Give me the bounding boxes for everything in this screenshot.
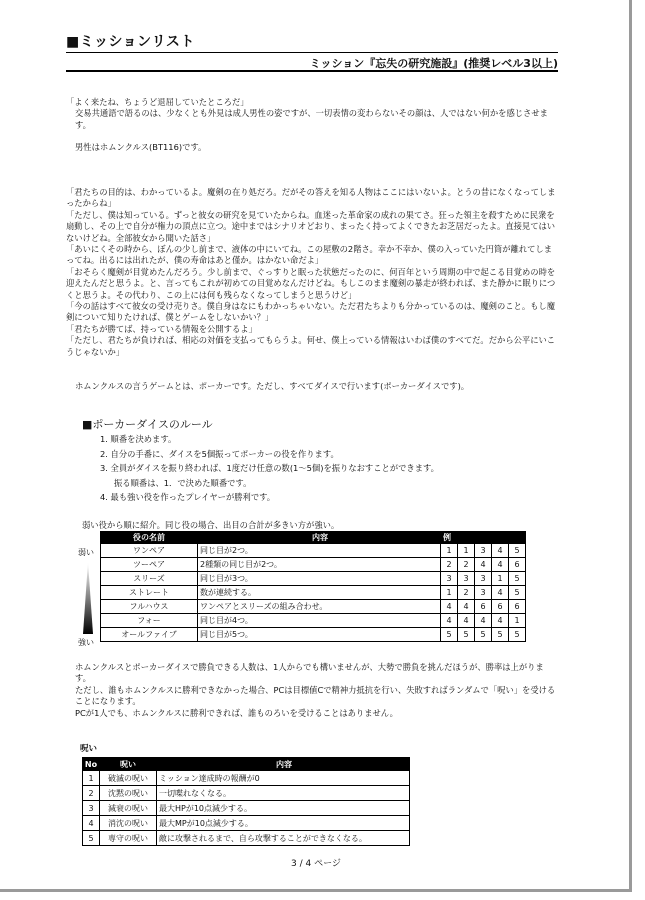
example-die: 4 — [492, 544, 509, 558]
rule-item: 3. 全員がダイスを振り終われば、1度だけ任意の数(1～5個)を振りなおすことができます。 — [100, 463, 439, 474]
column-header: 内容 — [198, 532, 441, 544]
outcome-line: ホムンクルスとポーカーダイスで勝負できる人数は、1人からでも構いませんが、大勢で勝負を挑んだほうが、勝率は上がります。 — [75, 662, 544, 684]
example-die: 4 — [458, 600, 475, 614]
example-die: 5 — [509, 628, 526, 642]
curse-effect: 最大HPが10点減少する。 — [157, 801, 410, 816]
example-die: 2 — [458, 558, 475, 572]
example-die: 1 — [492, 572, 509, 586]
curse-number: 4 — [83, 816, 100, 831]
curse-effect: ミッション達成時の報酬が0 — [157, 771, 410, 786]
intro-line: 「よく来たね、ちょうど退屈していたところだ」 — [66, 97, 249, 107]
column-header: No — [83, 758, 100, 771]
column-header: 呪い — [100, 758, 157, 771]
dialogue-line: 「ただし、僕は知っている。ずっと彼女の研究を見ていたからね。血迷った革命家の成れの果てさ。狂った領主を殺すために民衆を扇動し、その上で自分が権力の頂点に立つ。途中まではシナリオどおり、まったく持ってよくできたお芝居だったよ。直接見てはいないけどね。全部彼女から聞いた話さ」 — [66, 209, 556, 243]
example-die: 3 — [475, 544, 492, 558]
curse-name: 専守の呪い — [100, 831, 157, 846]
table-row — [101, 544, 526, 558]
table-row — [83, 831, 410, 846]
curses-table — [82, 757, 410, 846]
table-row — [101, 572, 526, 586]
dialogue-line: 「おそらく魔剣が目覚めたんだろう。少し前まで、ぐっすりと眠った状態だったのに、何百年という周期の中で起こる目覚めの時を迎えたんだと思うよ。と、言ってもこれが初めての目覚めなんだけどね。もしこのまま魔剣の暴走が終われば、また静かに眠りにつくと思うよ。その代わり、この上には何も残らなくなってしまうと思うけど」 — [66, 266, 556, 300]
curse-heading: 呪い — [80, 744, 98, 754]
example-die: 1 — [509, 614, 526, 628]
example-die: 3 — [475, 572, 492, 586]
rules-list — [100, 432, 439, 505]
intro-line: 交易共通語で語るのは、少なくとも外見は成人男性の姿ですが、一切表情の変わらないその顔は、人ではない何かを感じさせます。 — [75, 108, 548, 130]
example-die: 5 — [458, 628, 475, 642]
rule-item: 2. 自分の手番に、ダイスを5個振ってポーカーの役を作ります。 — [100, 448, 339, 459]
outcome-line: ただし、誰もホムンクルスに勝利できなかった場合、PCは目標値Cで精神力抵抗を行い、失敗すればランダムで「呪い」を受けることになります。 — [75, 684, 556, 707]
example-die: 3 — [475, 586, 492, 600]
example-die: 1 — [441, 586, 458, 600]
example-die: 5 — [475, 628, 492, 642]
example-die: 5 — [509, 586, 526, 600]
game-note-text: ホムンクルスの言うゲームとは、ポーカーです。ただし、すべてダイスで行います(ポーカーダイスです)。 — [75, 381, 470, 391]
table-row — [101, 600, 526, 614]
example-die: 5 — [492, 628, 509, 642]
hand-name: ストレート — [101, 586, 198, 600]
table-row — [83, 786, 410, 801]
strength-gradient-arrow — [83, 562, 93, 634]
example-die: 5 — [509, 572, 526, 586]
column-header: 例 — [441, 532, 526, 544]
hands-intro: 弱い役から順に紹介。同じ役の場合、出目の合計が多きい方が強い。 — [82, 520, 340, 530]
example-die: 6 — [492, 600, 509, 614]
dialogue-line: 「君たちの目的は、わかっているよ。魔剣の在り処だろ。だがその答えを知る人物はここにはいないよ。とうの昔になくなってしまったからね」 — [66, 187, 556, 209]
hand-name: スリーズ — [101, 572, 198, 586]
hand-name: フルハウス — [101, 600, 198, 614]
hand-description: 同じ目が2つ。 — [198, 544, 441, 558]
mission-divider — [66, 70, 558, 72]
rule-item: 1. 順番を決めます。 — [100, 434, 177, 444]
dialogue-line: 「ただし、君たちが負ければ、相応の対価を支払ってもらうよ。何せ、僕上っている情報はいわば僕のすべてだ。だから公平にいこうじゃないか」 — [66, 335, 556, 357]
curse-number: 3 — [83, 801, 100, 816]
hand-description: 同じ目が4つ。 — [198, 614, 441, 628]
example-die: 4 — [441, 614, 458, 628]
example-die: 6 — [509, 600, 526, 614]
outcome-block — [66, 662, 558, 719]
example-die: 5 — [441, 628, 458, 642]
curse-name: 沈黙の呪い — [100, 786, 157, 801]
hand-description: 数が連続する。 — [198, 586, 441, 600]
dialogue-line: 「今の話はすべて彼女の受け売りさ。僕自身はなにもわかっちゃいない。ただ君たちよりも分かっているのは、魔剣のこと。もし魔剣について知りたければ、僕とゲームをしないかい？」 — [66, 301, 556, 323]
curse-name: 減衰の呪い — [100, 801, 157, 816]
example-die: 5 — [509, 544, 526, 558]
hand-description: ワンペアとスリーズの組み合わせ。 — [198, 600, 441, 614]
hand-description: 2種類の同じ目が2つ。 — [198, 558, 441, 572]
example-die: 4 — [458, 614, 475, 628]
example-die: 3 — [441, 572, 458, 586]
table-row — [101, 628, 526, 642]
outcome-line: PCが1人でも、ホムンクルスに勝利できれば、誰ものろいを受けることはありません。 — [75, 707, 398, 718]
dialogue-line: 「君たちが勝てば、持っている情報を公開するよ」 — [66, 323, 257, 334]
example-die: 6 — [475, 600, 492, 614]
example-die: 4 — [441, 600, 458, 614]
header-divider — [66, 52, 558, 53]
curse-name: 消沈の呪い — [100, 816, 157, 831]
example-die: 4 — [475, 558, 492, 572]
table-header-row — [83, 758, 410, 771]
column-header: 内容 — [157, 758, 410, 771]
rule-item: 4. 最も強い役を作ったプレイヤーが勝利です。 — [100, 492, 276, 503]
hand-name: ワンペア — [101, 544, 198, 558]
intro-line: 男性はホムンクルス(BT116)です。 — [75, 142, 207, 153]
example-die: 6 — [509, 558, 526, 572]
example-die: 4 — [492, 586, 509, 600]
table-header-row — [101, 532, 526, 544]
hand-name: オールファイブ — [101, 628, 198, 642]
curse-number: 5 — [83, 831, 100, 846]
table-row — [83, 801, 410, 816]
rule-item: 振る順番は、1．で決めた順番です。 — [114, 477, 252, 488]
table-row — [101, 558, 526, 572]
curse-name: 破滅の呪い — [100, 771, 157, 786]
curse-number: 2 — [83, 786, 100, 801]
table-row — [101, 586, 526, 600]
example-die: 3 — [458, 572, 475, 586]
example-die: 1 — [441, 544, 458, 558]
example-die: 4 — [492, 558, 509, 572]
curse-number: 1 — [83, 771, 100, 786]
page-number: 3 / 4 ページ — [291, 859, 341, 869]
example-die: 2 — [441, 558, 458, 572]
column-header: 役の名前 — [101, 532, 198, 544]
table-row — [83, 816, 410, 831]
example-die: 2 — [458, 586, 475, 600]
section-title: ■ミッションリスト — [66, 34, 195, 50]
example-die: 1 — [458, 544, 475, 558]
example-die: 4 — [492, 614, 509, 628]
table-row — [101, 614, 526, 628]
rules-heading: ■ポーカーダイスのルール — [82, 418, 213, 431]
hand-name: フォー — [101, 614, 198, 628]
mission-title: ミッション『忘失の研究施設』(推奨レベル3以上) — [309, 57, 558, 70]
curse-effect: 最大MPが10点減少する。 — [157, 816, 410, 831]
curse-effect: 一切喋れなくなる。 — [157, 786, 410, 801]
hand-description: 同じ目が5つ。 — [198, 628, 441, 642]
dialogue-line: 「あいにくその時から、ぼんの少し前まで、液体の中にいてね。この屋敷の2階さ。幸か不幸か、僕の入っていた円筒が離れてしまってね。出るには出れたが、僕の寿命はあと僅か。はかない命だよ」 — [66, 244, 553, 266]
game-note — [66, 381, 558, 392]
intro-block — [66, 97, 558, 154]
hand-name: ツーペア — [101, 558, 198, 572]
dialogue-block — [66, 187, 558, 358]
table-row — [83, 771, 410, 786]
strong-label: 強い — [78, 638, 94, 647]
curse-effect: 敵に攻撃されるまで、自ら攻撃することができなくなる。 — [157, 831, 410, 846]
example-die: 4 — [475, 614, 492, 628]
hand-description: 同じ目が3つ。 — [198, 572, 441, 586]
weak-label: 弱い — [78, 548, 94, 557]
poker-hands-table — [100, 531, 526, 642]
